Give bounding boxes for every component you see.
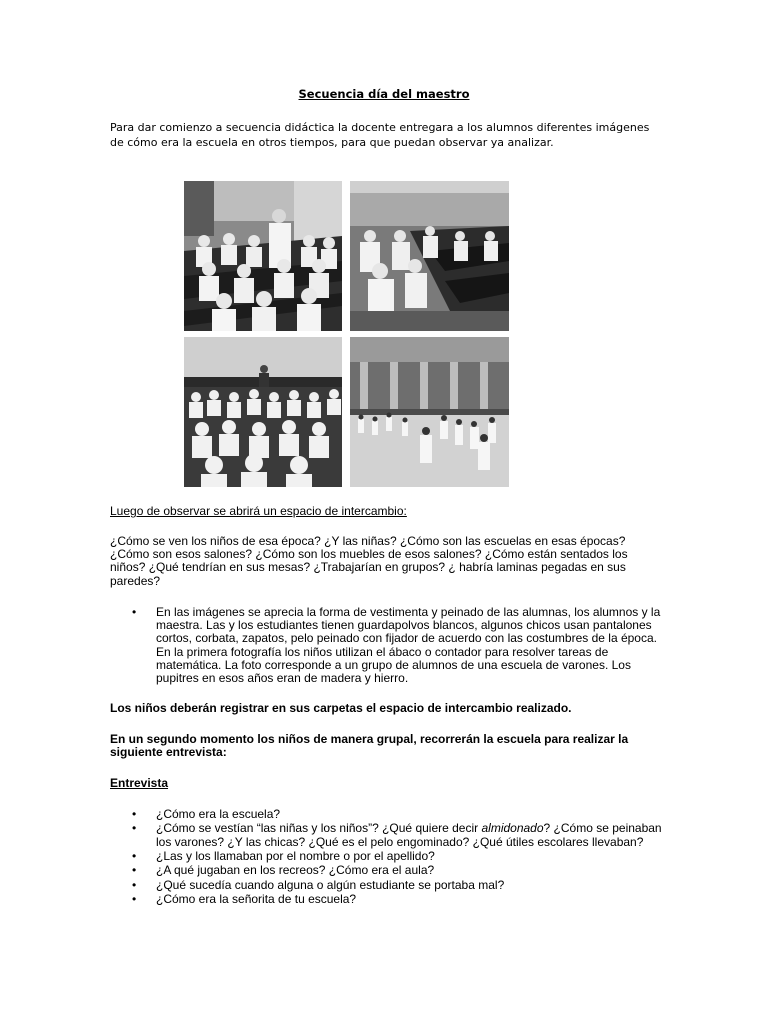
list-item	[110, 822, 670, 848]
observation-text: En las imágenes se aprecia la forma de vestimenta y peinado de las alumnas, los alumnos y la maestra. Las y los estudiantes tienen guardapolvos blancos, algunos chicos usan pantalones cortos, corbata, zapatos, pelo peinado con fijador de acuerdo con las costumbres de la época. En la primera fotografía los niños utilizan el ábaco o contador para resolver tareas de matemática. La foto corresponde a un grupo de alumnos de una escuela de varones. Los pupitres en esos años eran de madera y hierro.	[156, 605, 661, 686]
interview-question: ¿Las y los llamaban por el nombre o por el apellido?	[156, 848, 435, 863]
bullet-icon: •	[132, 848, 137, 863]
list-item	[110, 864, 670, 877]
list-item	[110, 606, 670, 685]
page-title: Secuencia día del maestro	[298, 87, 470, 101]
bullet-icon: •	[132, 892, 137, 907]
instruction-paragraph: En un segundo momento los niños de manera grupal, recorrerán la escuela para realizar la siguiente entrevista:	[110, 732, 629, 760]
classroom-photo	[184, 181, 342, 331]
list-item	[110, 808, 670, 821]
section-heading: Luego de observar se abrirá un espacio de intercambio:	[110, 504, 407, 518]
interview-question: ¿Qué sucedía cuando alguna o algún estudiante se portaba mal?	[156, 877, 505, 892]
bullet-icon: •	[132, 821, 137, 836]
interview-list	[110, 808, 670, 908]
list-item	[110, 850, 670, 863]
interview-heading: Entrevista	[110, 776, 169, 790]
classroom-photo	[350, 181, 509, 331]
bullet-icon: •	[132, 807, 137, 821]
classroom-photo	[184, 337, 342, 487]
bullet-icon: •	[132, 863, 137, 878]
schoolyard-photo	[350, 337, 509, 487]
interview-question: ¿Cómo era la escuela?	[156, 807, 281, 821]
list-item	[110, 893, 670, 906]
interview-question: ¿A qué jugaban en los recreos? ¿Cómo era el aula?	[156, 863, 435, 878]
observation-list	[110, 606, 670, 685]
intro-paragraph: Para dar comienzo a secuencia didáctica la docente entregara a los alumnos diferentes imágenes de cómo era la escuela en otros tiempos, para que puedan observar ya analizar.	[110, 121, 650, 149]
list-item	[110, 879, 670, 892]
interview-question: ¿Cómo se vestían “las niñas y los niños”? ¿Qué quiere decir almidonado? ¿Cómo se peinaban los varones? ¿Y las chicas? ¿Qué es el pelo engominado? ¿Qué útiles escolares llevaban?	[156, 821, 662, 849]
photo-grid	[184, 181, 509, 487]
questions-paragraph: ¿Cómo se ven los niños de esa época? ¿Y las niñas? ¿Cómo son las escuelas en esas épocas? ¿Cómo son esos salones? ¿Cómo son los muebles de esos salones? ¿Cómo están sentados los niños? ¿Qué tendrían en sus mesas? ¿Trabajarían en grupos? ¿ habría laminas pegadas en sus paredes?	[110, 534, 628, 588]
bullet-icon: •	[132, 605, 137, 619]
interview-question: ¿Cómo era la señorita de tu escuela?	[156, 892, 357, 907]
bullet-icon: •	[132, 877, 137, 892]
instruction-paragraph: Los niños deberán registrar en sus carpetas el espacio de intercambio realizado.	[110, 701, 572, 715]
